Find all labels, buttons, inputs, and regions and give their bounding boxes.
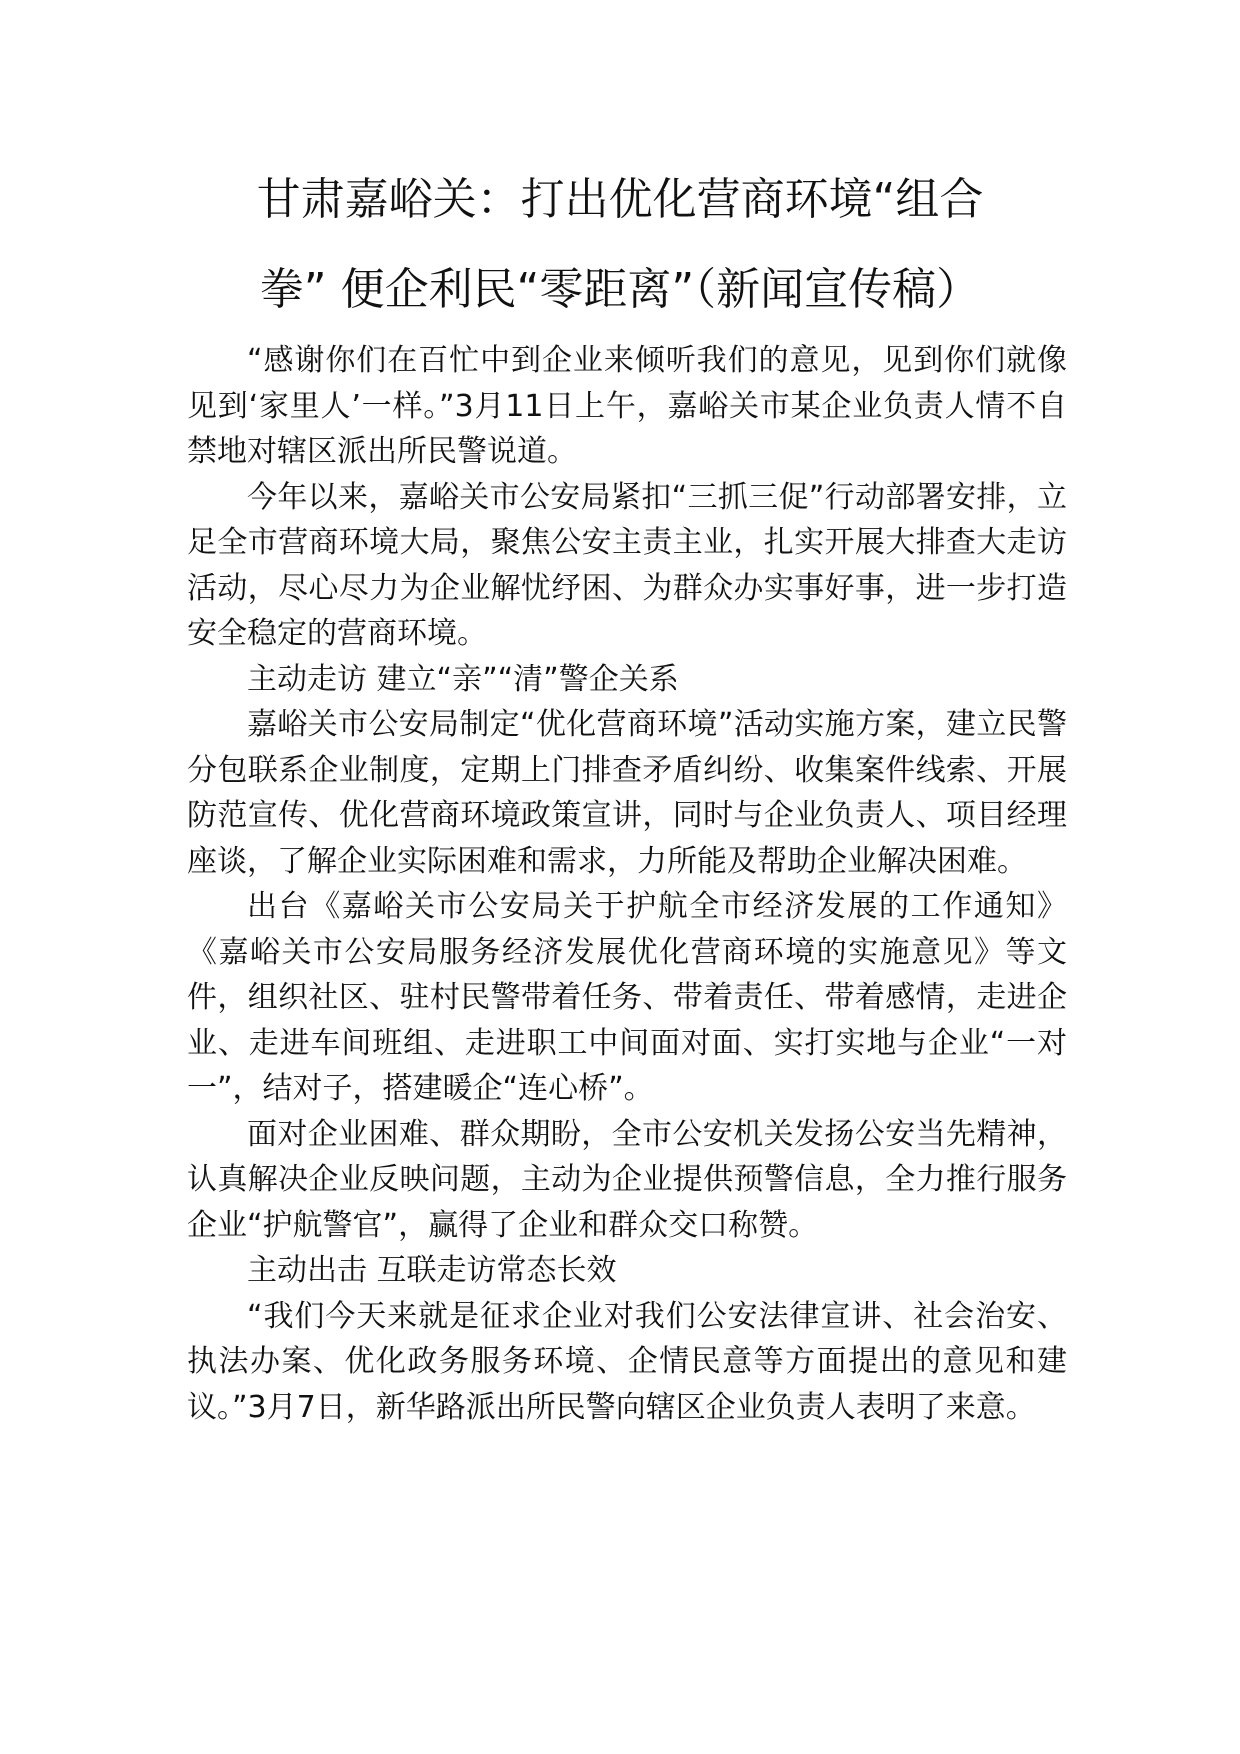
paragraph-6: “我们今天来就是征求企业对我们公安法律宣讲、社会治安、执法办案、优化政务服务环境、企情民意等方面提出的意见和建议。”3月7日，新华路派出所民警向辖区企业负责人表明了来意。 — [187, 1298, 1067, 1425]
paragraph-5: 面对企业困难、群众期盼，全市公安机关发扬公安当先精神，认真解决企业反映问题，主动为企业提供预警信息，全力推行服务企业“护航警官”，赢得了企业和群众交口称赞。 — [187, 1116, 1067, 1243]
paragraph-1: “感谢你们在百忙中到企业来倾听我们的意见，见到你们就像见到‘家里人’一样。”3月11日上午，嘉峪关市某企业负责人情不自禁地对辖区派出所民警说道。 — [187, 343, 1067, 469]
document-title-line-1: 甘肃嘉峪关：打出优化营商环境“组合 — [256, 174, 984, 225]
document-body — [187, 338, 1067, 1430]
document-title-line-2: 拳” 便企利民“零距离”（新闻宣传稿） — [259, 264, 981, 315]
section-heading-1: 主动走访 建立“亲”“清”警企关系 — [247, 661, 679, 697]
paragraph-4: 出台《嘉峪关市公安局关于护航全市经济发展的工作通知》《嘉峪关市公安局服务经济发展优化营商环境的实施意见》等文件，组织社区、驻村民警带着任务、带着责任、带着感情，走进企业、走进车间班组、走进职工中间面对面、实打实地与企业“一对一”，结对子，搭建暖企“连心桥”。 — [187, 889, 1067, 1106]
paragraph-3: 嘉峪关市公安局制定“优化营商环境”活动实施方案，建立民警分包联系企业制度，定期上门排查矛盾纠纷、收集案件线索、开展防范宣传、优化营商环境政策宣讲，同时与企业负责人、项目经理座谈，了解企业实际困难和需求，力所能及帮助企业解决困难。 — [187, 707, 1067, 879]
paragraph-2: 今年以来，嘉峪关市公安局紧扣“三抓三促”行动部署安排，立足全市营商环境大局，聚焦公安主责主业，扎实开展大排查大走访活动，尽心尽力为企业解忧纾困、为群众办实事好事，进一步打造安全稳定的营商环境。 — [187, 479, 1067, 651]
section-heading-2: 主动出击 互联走访常态长效 — [247, 1253, 617, 1288]
